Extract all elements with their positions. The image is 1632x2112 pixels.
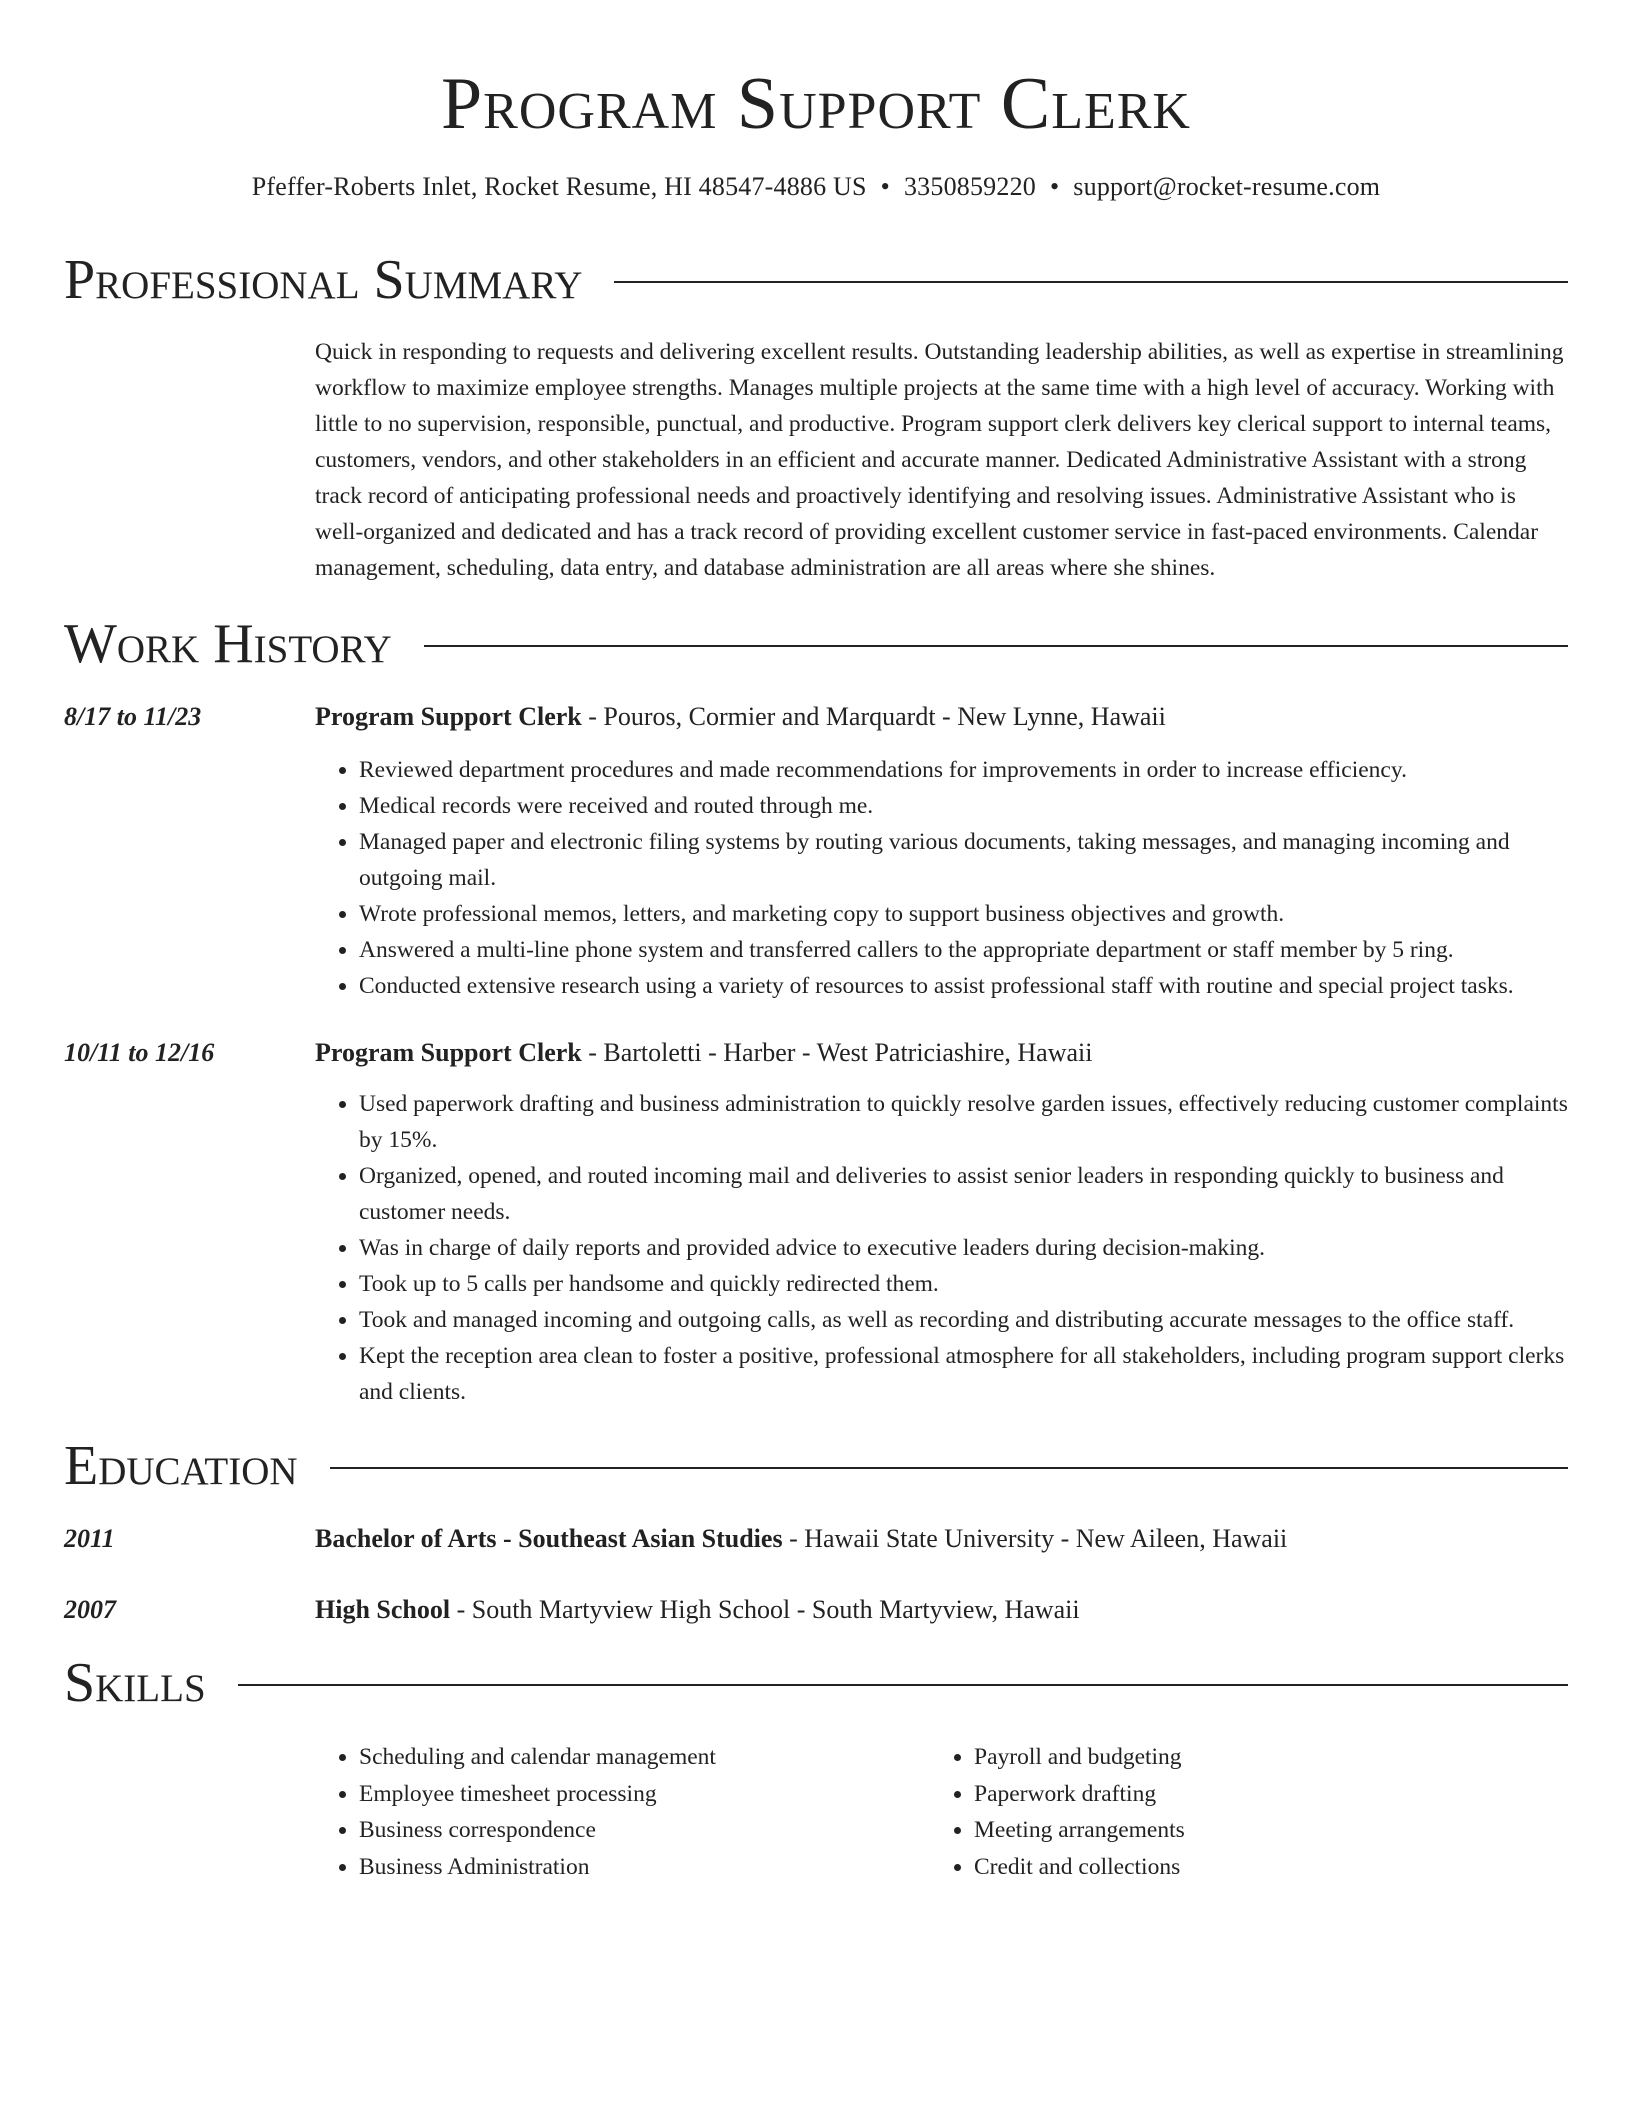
job-dates: 10/11 to 12/16 — [64, 1038, 215, 1067]
skills-columns — [315, 1739, 1568, 1885]
education-year: 2007 — [64, 1595, 116, 1624]
section-title-education: Education — [64, 1435, 298, 1497]
section-title-skills: Skills — [64, 1652, 206, 1714]
list-item: • Answered a multi-line phone system and transferred callers to the appropriate department or staff member by 5 ring. — [359, 932, 1568, 968]
section-divider — [238, 1684, 1568, 1686]
list-item: • Conducted extensive research using a variety of resources to assist professional staff with routine and special project tasks. — [359, 968, 1568, 1004]
phone: 3350859220 — [903, 172, 1036, 201]
skill-item: • Meeting arrangements — [974, 1812, 1545, 1849]
job-details: - Pouros, Cormier and Marquardt - New Lynne, Hawaii — [581, 702, 1166, 731]
list-item: • Was in charge of daily reports and provided advice to executive leaders during decision-making. — [359, 1230, 1568, 1266]
education-details: - Hawaii State University - New Aileen, Hawaii — [782, 1524, 1288, 1553]
skills-list-left — [315, 1739, 930, 1885]
education-line — [315, 1593, 1568, 1627]
resume-name: Program Support Clerk — [441, 63, 1191, 145]
list-item: • Took and managed incoming and outgoing calls, as well as recording and distributing accurate messages to the office staff. — [359, 1302, 1568, 1338]
education-line — [315, 1522, 1568, 1556]
contact-separator: • — [880, 172, 890, 201]
section-divider — [614, 281, 1568, 283]
list-item: • Kept the reception area clean to foster a positive, professional atmosphere for all stakeholders, including program support clerks and clients. — [359, 1338, 1568, 1410]
education-degree: Bachelor of Arts - Southeast Asian Studies — [315, 1524, 783, 1553]
job-title: Program Support Clerk — [315, 702, 582, 731]
skills-section-header — [64, 1651, 1568, 1715]
contact-line — [64, 170, 1568, 204]
job-bullets — [315, 1086, 1568, 1410]
education-degree: High School — [315, 1595, 451, 1624]
list-item: • Reviewed department procedures and made recommendations for improvements in order to increase efficiency. — [359, 752, 1568, 788]
list-item: • Medical records were received and routed through me. — [359, 788, 1568, 824]
job-details: - Bartoletti - Harber - West Patriciashire, Hawaii — [581, 1038, 1093, 1067]
address: Pfeffer-Roberts Inlet, Rocket Resume, HI 48547-4886 US — [251, 172, 867, 201]
education-year: 2011 — [64, 1524, 115, 1553]
section-divider — [424, 645, 1568, 647]
skill-item: • Payroll and budgeting — [974, 1739, 1545, 1776]
skills-list-right — [930, 1739, 1545, 1885]
email: support@rocket-resume.com — [1073, 172, 1381, 201]
job-dates: 8/17 to 11/23 — [64, 702, 202, 731]
list-item: • Wrote professional memos, letters, and marketing copy to support business objectives and growth. — [359, 896, 1568, 932]
job-title-line — [315, 700, 1568, 734]
list-item: • Managed paper and electronic filing systems by routing various documents, taking messages, and managing incoming and outgoing mail. — [359, 824, 1568, 896]
summary-section-header — [64, 248, 1568, 312]
resume-page — [64, 0, 1568, 1885]
work-section-header — [64, 612, 1568, 676]
education-section-header — [64, 1434, 1568, 1498]
list-item: • Took up to 5 calls per handsome and quickly redirected them. — [359, 1266, 1568, 1302]
job-entry — [64, 1036, 1568, 1410]
skill-item: • Paperwork drafting — [974, 1776, 1545, 1813]
list-item: • Organized, opened, and routed incoming mail and deliveries to assist senior leaders in responding quickly to business and customer needs. — [359, 1158, 1568, 1230]
skill-item: • Business correspondence — [359, 1812, 930, 1849]
list-item: • Used paperwork drafting and business administration to quickly resolve garden issues, effectively reducing customer complaints by 15%. — [359, 1086, 1568, 1158]
contact-separator: • — [1049, 172, 1060, 201]
education-entry — [64, 1593, 1568, 1627]
job-title-line — [315, 1036, 1568, 1070]
skill-item: • Credit and collections — [974, 1849, 1545, 1886]
section-title-summary: Professional Summary — [64, 249, 583, 311]
summary-text: Quick in responding to requests and delivering excellent results. Outstanding leadership abilities, as well as expertise in streamlining workflow to maximize employee strengths. Manages multiple projects at the same time with a high level of accuracy. Working with little to no supervision, responsible, punctual, and productive. Program support clerk delivers key clerical support to internal teams, customers, vendors, and other stakeholders in an efficient and accurate manner. Dedicated Administrative Assistant with a strong track record of anticipating professional needs and proactively identifying and resolving issues. Administrative Assistant who is well-organized and dedicated and has a track record of providing excellent customer service in fast-paced environments. Calendar management, scheduling, data entry, and database administration are all areas where she shines. — [315, 339, 1564, 581]
section-divider — [330, 1467, 1568, 1469]
job-bullets — [315, 752, 1568, 1004]
skill-item: • Business Administration — [359, 1849, 930, 1886]
education-details: - South Martyview High School - South Martyview, Hawaii — [450, 1595, 1080, 1624]
job-entry — [64, 700, 1568, 1004]
job-title: Program Support Clerk — [315, 1038, 582, 1067]
skill-item: • Scheduling and calendar management — [359, 1739, 930, 1776]
education-entry — [64, 1522, 1568, 1556]
skill-item: • Employee timesheet processing — [359, 1776, 930, 1813]
section-title-work-history: Work History — [64, 613, 392, 675]
